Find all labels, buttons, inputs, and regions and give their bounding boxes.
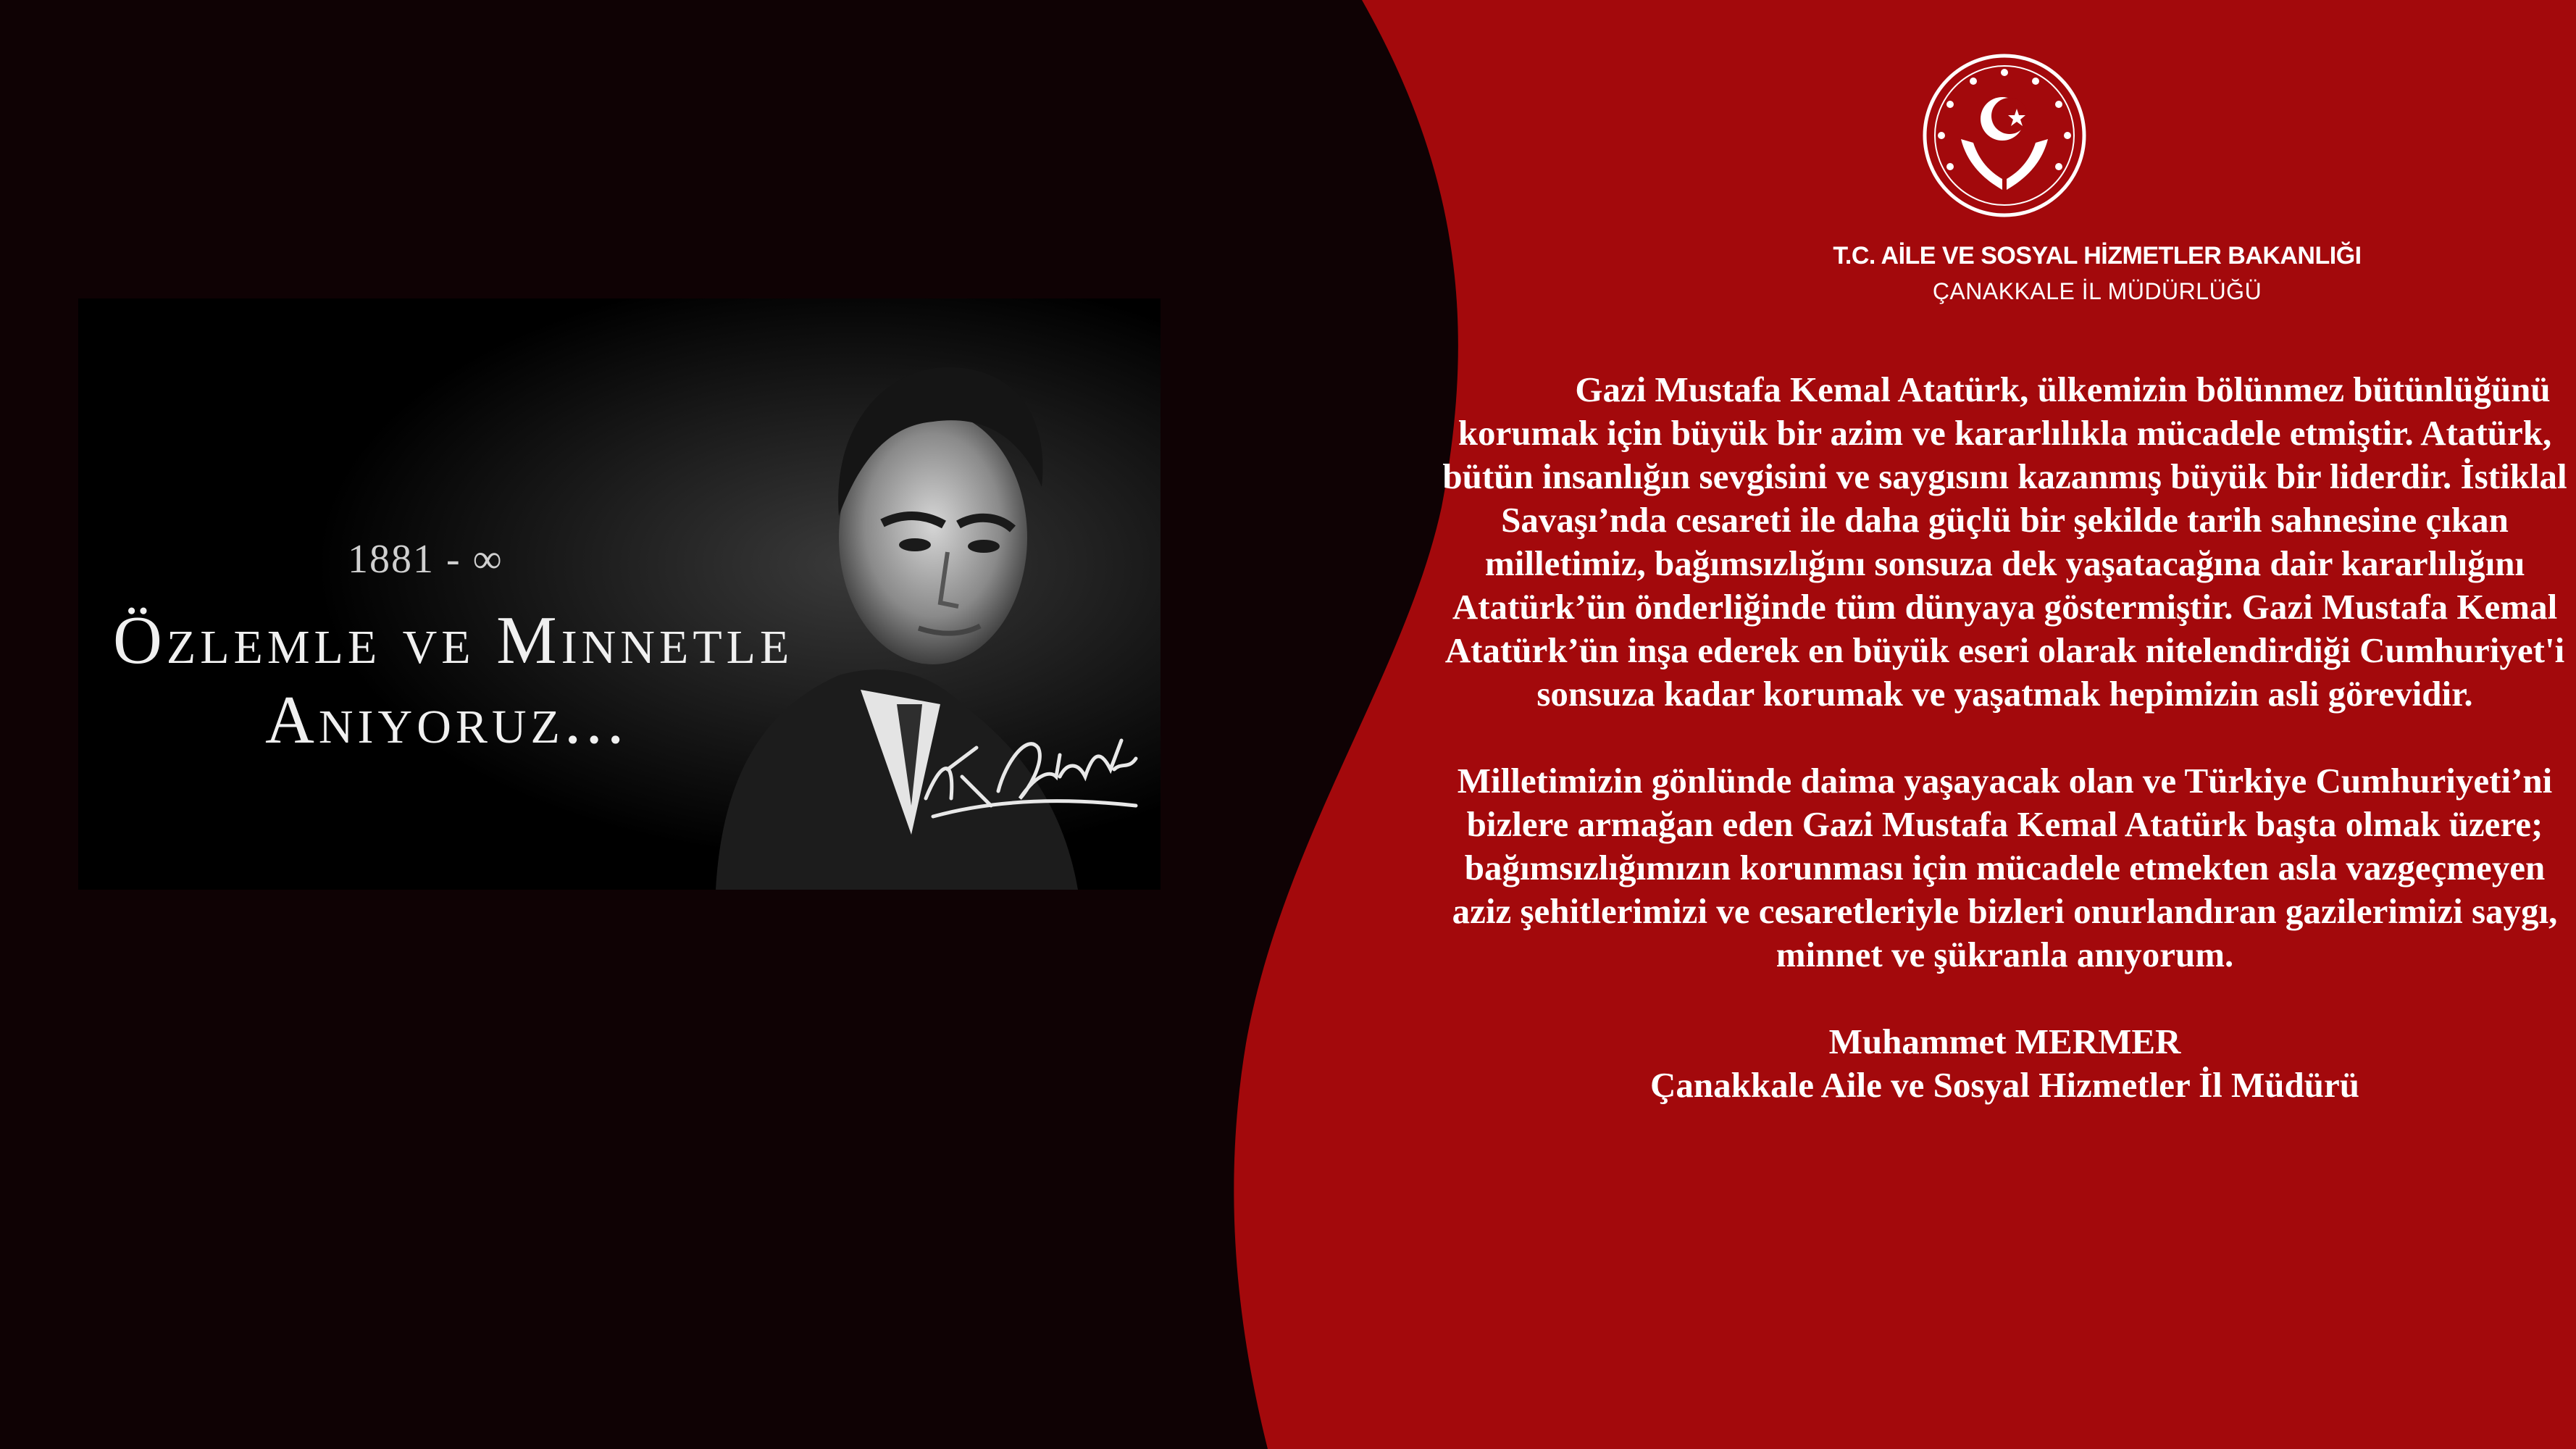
- commemoration-message: [1442, 368, 2568, 1107]
- signer-name: Muhammet MERMER: [1828, 1022, 2181, 1061]
- memorial-banner: [78, 298, 1161, 890]
- signer-title: Çanakkale Aile ve Sosyal Hizmetler İl Müdürü: [1649, 1065, 2360, 1105]
- banner-subheadline: Anıyoruz...: [265, 682, 629, 758]
- ministry-name: T.C. AİLE VE SOSYAL HİZMETLER BAKANLIĞI: [1833, 242, 2362, 270]
- message-paragraph-1: Gazi Mustafa Kemal Atatürk, ülkemizin bölünmez bütünlüğünü korumak için büyük bir azim ve kararlılıkla mücadele etmiştir. Atatürk, bütün insanlığın sevgisini ve saygısını kazanmış büyük bir liderdir. İstiklal Savaşı’nda cesareti ile daha güçlü bir şekilde tarih sahnesine çıkan milletimiz, bağımsızlığını sonsuza dek yaşatacağına dair kararlılığını Atatürk’ün önderliğinde tüm dünyaya göstermiştir. Gazi Mustafa Kemal Atatürk’ün inşa ederek en büyük eseri olarak nitelendirdiği Cumhuriyet'i sonsuza kadar korumak ve yaşatmak hepimizin asli görevidir.: [1442, 369, 2567, 714]
- message-paragraph-2: Milletimizin gönlünde daima yaşayacak olan ve Türkiye Cumhuriyeti’ni bizlere armağan eden Gazi Mustafa Kemal Atatürk başta olmak üzere; bağımsızlığımızın korunması için mücadele etmekten asla vazgeçmeyen aziz şehitlerimizi ve cesaretleriyle bizleri onurlandıran gazilerimizi saygı, minnet ve şükranla anıyorum.: [1452, 761, 2558, 974]
- ataturk-signature-icon: [911, 690, 1143, 835]
- directorate-name: ÇANAKKALE İL MÜDÜRLÜĞÜ: [1932, 278, 2262, 304]
- banner-years: 1881 - ∞: [348, 537, 503, 582]
- banner-headline: Özlemle ve Minnetle: [113, 603, 794, 678]
- ministry-emblem-icon: [1921, 52, 2088, 219]
